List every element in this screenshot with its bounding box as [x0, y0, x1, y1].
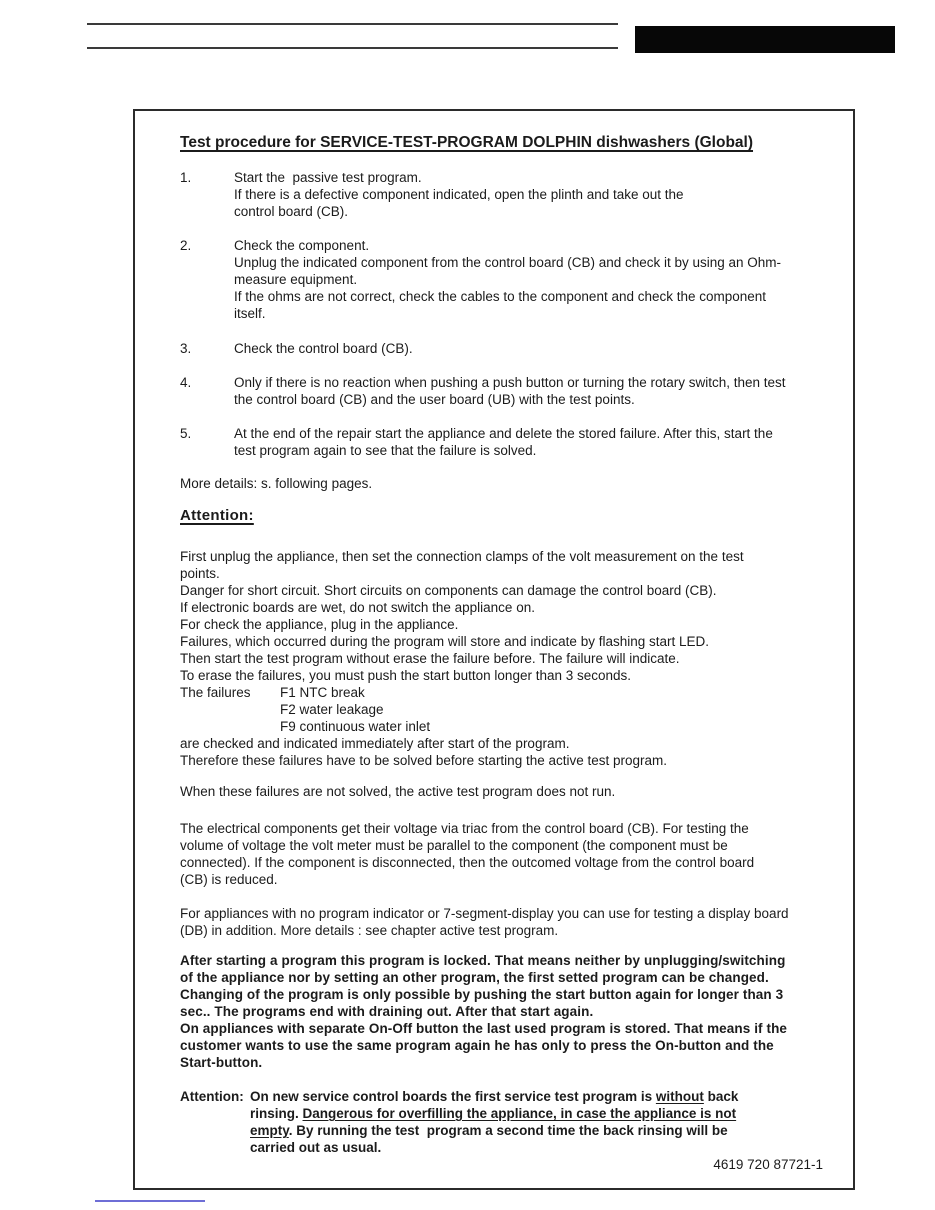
step-4 — [180, 374, 809, 408]
paragraph-line: (DB) in addition. More details : see chapter active test program. — [180, 923, 559, 938]
step-number: 5. — [180, 426, 192, 441]
electrical-paragraph — [180, 820, 809, 888]
step-3 — [180, 340, 809, 357]
footer-scan-mark — [95, 1200, 205, 1202]
attention-note-line: On new service control boards the first service test program is without back — [250, 1089, 739, 1104]
paragraph-line: of the appliance nor by setting an other program, the first setted program can be changed. — [180, 970, 769, 985]
warning-line: points. — [180, 566, 220, 581]
header-rule-top — [87, 23, 618, 25]
step-number: 2. — [180, 238, 192, 253]
document-frame — [133, 109, 855, 1190]
failure-indent — [180, 701, 280, 718]
document-number: 4619 720 87721-1 — [713, 1157, 823, 1172]
not-run-note: When these failures are not solved, the active test program does not run. — [180, 784, 616, 799]
warning-line: Danger for short circuit. Short circuits on components can damage the control board (CB). — [180, 583, 717, 598]
paragraph-line: The electrical components get their voltage via triac from the control board (CB). For testing the — [180, 821, 749, 836]
paragraph-line: For appliances with no program indicator or 7-segment-display you can use for testing a display board — [180, 906, 789, 921]
step-number: 4. — [180, 375, 192, 390]
step-text: the control board (CB) and the user board (UB) with the test points. — [234, 392, 635, 407]
more-details-note: More details: s. following pages. — [180, 476, 373, 491]
page-title: Test procedure for SERVICE-TEST-PROGRAM DOLPHIN dishwashers (Global) — [180, 134, 754, 151]
underlined-word: empty — [250, 1123, 289, 1138]
failure-row-f2 — [180, 701, 809, 718]
warning-line: are checked and indicated immediately after start of the program. — [180, 736, 570, 751]
step-text: Only if there is no reaction when pushing a push button or turning the rotary switch, then test — [234, 375, 786, 390]
warning-line: Therefore these failures have to be solved before starting the active test program. — [180, 753, 668, 768]
failures-label: The failures — [180, 685, 251, 700]
step-text: If there is a defective component indicated, open the plinth and take out the — [234, 187, 684, 202]
step-text: test program again to see that the failure is solved. — [234, 443, 537, 458]
failure-row-f1 — [180, 684, 809, 701]
step-1 — [180, 169, 809, 220]
attention-note-line: carried out as usual. — [250, 1140, 382, 1155]
paragraph-line: After starting a program this program is locked. That means neither by unplugging/switching — [180, 953, 786, 968]
warning-line: First unplug the appliance, then set the connection clamps of the volt measurement on the test — [180, 549, 744, 564]
failure-row-f9 — [180, 718, 809, 735]
paragraph-line: (CB) is reduced. — [180, 872, 278, 887]
step-text: measure equipment. — [234, 272, 358, 287]
step-text: Check the control board (CB). — [234, 341, 413, 356]
warning-line: Then start the test program without erase the failure before. The failure will indicate. — [180, 651, 680, 666]
paragraph-line: Start-button. — [180, 1055, 263, 1070]
program-locked-paragraph — [180, 952, 809, 1071]
display-board-paragraph — [180, 905, 809, 939]
attention-note-line: rinsing. Dangerous for overfilling the appliance, in case the appliance is not — [250, 1106, 737, 1121]
header-rule-bottom — [87, 47, 618, 49]
warnings-block — [180, 548, 809, 769]
failure-code: F2 water leakage — [280, 702, 384, 717]
step-text: At the end of the repair start the appliance and delete the stored failure. After this, start the — [234, 426, 773, 441]
step-text: Start the passive test program. — [234, 170, 422, 185]
step-number: 3. — [180, 341, 192, 356]
step-text: If the ohms are not correct, check the cables to the component and check the component — [234, 289, 767, 304]
underlined-phrase: Dangerous for overfilling the appliance, in case the appliance is not — [302, 1106, 737, 1121]
failure-indent — [180, 718, 280, 735]
step-text: control board (CB). — [234, 204, 349, 219]
attention-note — [180, 1088, 809, 1156]
paragraph-line: Changing of the program is only possible by pushing the start button again for longer than 3 — [180, 987, 784, 1002]
warning-line: If electronic boards are wet, do not switch the appliance on. — [180, 600, 535, 615]
step-5 — [180, 425, 809, 459]
paragraph-line: connected). If the component is disconnected, then the outcomed voltage from the control board — [180, 855, 755, 870]
paragraph-line: customer wants to use the same program again he has only to press the On-button and the — [180, 1038, 774, 1053]
failure-code: F9 continuous water inlet — [280, 719, 431, 734]
underlined-word: without — [655, 1089, 704, 1104]
failure-code: F1 NTC break — [280, 685, 365, 700]
paragraph-line: volume of voltage the volt meter must be parallel to the component (the component must be — [180, 838, 728, 853]
step-text: Check the component. — [234, 238, 370, 253]
redaction-bar — [635, 26, 895, 53]
step-number: 1. — [180, 170, 192, 185]
attention-note-label: Attention: — [180, 1089, 244, 1104]
step-2 — [180, 237, 809, 322]
step-text: Unplug the indicated component from the control board (CB) and check it by using an Ohm- — [234, 255, 782, 270]
warning-line: For check the appliance, plug in the appliance. — [180, 617, 459, 632]
attention-heading: Attention: — [180, 507, 254, 524]
warning-line: Failures, which occurred during the program will store and indicate by flashing start LED. — [180, 634, 709, 649]
attention-note-line: empty. By running the test program a second time the back rinsing will be — [250, 1123, 728, 1138]
paragraph-line: sec.. The programs end with draining out. After that start again. — [180, 1004, 594, 1019]
paragraph-line: On appliances with separate On-Off button the last used program is stored. That means if the — [180, 1021, 788, 1036]
warning-line: To erase the failures, you must push the start button longer than 3 seconds. — [180, 668, 632, 683]
step-text: itself. — [234, 306, 266, 321]
